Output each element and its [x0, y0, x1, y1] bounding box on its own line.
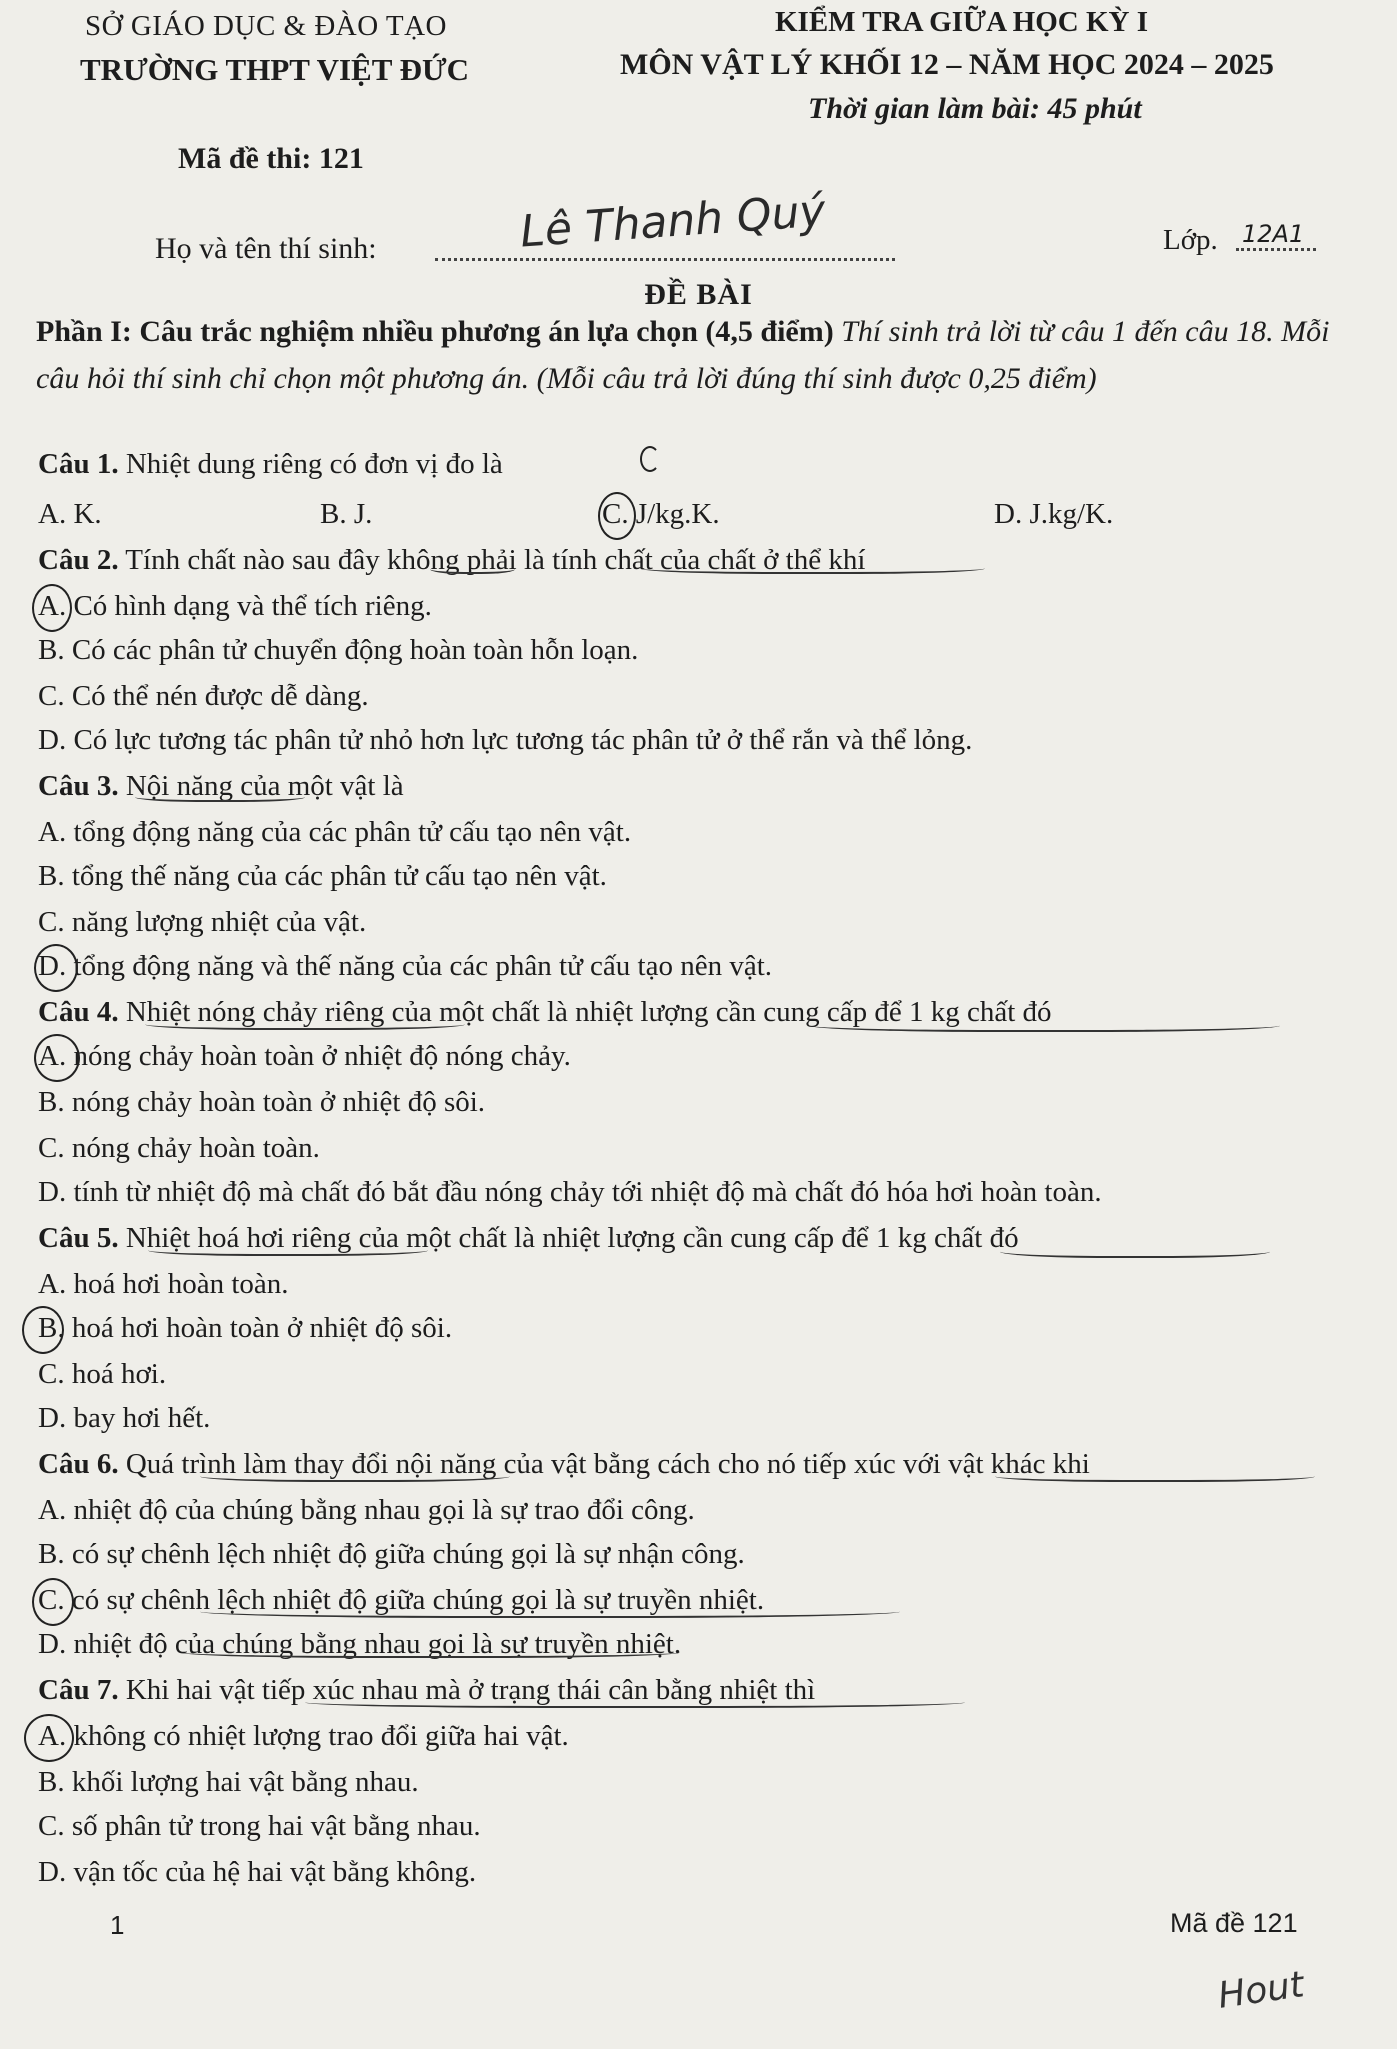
underline-q2-phrase: [640, 560, 985, 574]
part-instruction-text: Thí sinh trả lời từ câu 1 đến câu 18. Mỗi câu hỏi thí sinh chỉ chọn một phương án. (Mỗi câu trả lời đúng thí sinh được 0,25 điểm): [36, 315, 1330, 395]
answer-circle-q7: [24, 1714, 74, 1762]
q1-option-d: D. J.kg/K.: [994, 498, 1114, 530]
answer-circle-q3: [34, 944, 78, 992]
underline-q5-a: [148, 1242, 428, 1256]
q7-option-d: D. vận tốc của hệ hai vật bằng không.: [38, 1856, 477, 1888]
question-text: Quá trình làm thay đổi nội năng của vật bằng cách cho nó tiếp xúc với vật khác khi: [118, 1448, 1090, 1480]
q2-option-b: B. Có các phân tử chuyển động hoàn toàn hỗn loạn.: [38, 634, 639, 666]
q1-option-c: C. J/kg.K.: [602, 498, 720, 530]
q4-option-b: B. nóng chảy hoàn toàn ở nhiệt độ sôi.: [38, 1086, 486, 1118]
underline-q6-a: [200, 1468, 510, 1482]
question-text: Nhiệt nóng chảy riêng của một chất là nhiệt lượng cần cung cấp để 1 kg chất đó: [118, 996, 1052, 1028]
question-number: Câu 7.: [38, 1674, 119, 1706]
underline-q2-khong: [430, 562, 515, 574]
department-name: SỞ GIÁO DỤC & ĐÀO TẠO: [85, 10, 447, 42]
answer-circle-q1: [598, 492, 636, 540]
q4-option-c: C. nóng chảy hoàn toàn.: [38, 1132, 320, 1164]
footer-exam-code: Mã đề 121: [1170, 1908, 1298, 1938]
underline-q4-a: [145, 1016, 465, 1030]
answer-circle-q5: [22, 1306, 64, 1354]
q5-option-d: D. bay hơi hết.: [38, 1402, 211, 1434]
q3-option-b: B. tổng thế năng của các phân tử cấu tạo nên vật.: [38, 860, 607, 892]
q3-option-a: A. tổng động năng của các phân tử cấu tạo nên vật.: [38, 816, 632, 848]
q3-option-d: D. tổng động năng và thế năng của các phân tử cấu tạo nên vật.: [38, 950, 773, 982]
part-instructions: [36, 308, 1356, 402]
q3-option-c: C. năng lượng nhiệt của vật.: [38, 906, 367, 938]
question-number: Câu 4.: [38, 996, 119, 1028]
class-handwritten: 12A1: [1242, 220, 1305, 248]
school-name: TRƯỜNG THPT VIỆT ĐỨC: [80, 52, 470, 87]
q6-option-a: A. nhiệt độ của chúng bằng nhau gọi là sự trao đổi công.: [38, 1494, 695, 1526]
question-number: Câu 5.: [38, 1222, 119, 1254]
question-1: [38, 448, 503, 481]
q2-option-c: C. Có thể nén được dễ dàng.: [38, 680, 369, 712]
part-title: Phần I: Câu trắc nghiệm nhiều phương án lựa chọn (4,5 điểm): [36, 315, 834, 348]
margin-mark-q1: [640, 446, 660, 472]
question-text: Nội năng của một vật là: [118, 770, 404, 802]
q4-option-d: D. tính từ nhiệt độ mà chất đó bắt đầu nóng chảy tới nhiệt độ mà chất đó hóa hơi hoàn toàn.: [38, 1176, 1102, 1208]
answer-circle-q2: [32, 584, 72, 632]
q7-option-a: A. không có nhiệt lượng trao đổi giữa hai vật.: [38, 1720, 569, 1752]
underline-q6-d: [180, 1644, 680, 1658]
q6-option-d: D. nhiệt độ của chúng bằng nhau gọi là sự truyền nhiệt.: [38, 1628, 682, 1660]
handwritten-signature: Hout: [1215, 1964, 1307, 2017]
answer-circle-q4: [34, 1034, 80, 1082]
question-6: [38, 1448, 1090, 1481]
q5-option-b: B. hoá hơi hoàn toàn ở nhiệt độ sôi.: [38, 1312, 453, 1344]
underline-q7: [305, 1694, 965, 1708]
answer-circle-q6: [32, 1578, 74, 1626]
student-name-handwritten: Lê Thanh Quý: [518, 185, 828, 258]
section-heading: ĐỀ BÀI: [644, 278, 753, 311]
question-number: Câu 1.: [38, 448, 119, 480]
question-text: Nhiệt dung riêng có đơn vị đo là: [118, 448, 503, 480]
page-number: 1: [110, 1910, 125, 1940]
q2-option-d: D. Có lực tương tác phân tử nhỏ hơn lực tương tác phân tử ở thể rắn và thể lỏng.: [38, 724, 973, 756]
exam-subject: MÔN VẬT LÝ KHỐI 12 – NĂM HỌC 2024 – 2025: [620, 48, 1274, 81]
q5-option-c: C. hoá hơi.: [38, 1358, 167, 1390]
question-text: Nhiệt hoá hơi riêng của một chất là nhiệt lượng cần cung cấp để 1 kg chất đó: [118, 1222, 1019, 1254]
q5-option-a: A. hoá hơi hoàn toàn.: [38, 1268, 289, 1300]
question-number: Câu 6.: [38, 1448, 119, 1480]
q7-option-b: B. khối lượng hai vật bằng nhau.: [38, 1766, 419, 1798]
q1-option-a: A. K.: [38, 498, 102, 530]
underline-q3: [135, 790, 305, 802]
question-number: Câu 3.: [38, 770, 119, 802]
q6-option-c: C. có sự chênh lệch nhiệt độ giữa chúng gọi là sự truyền nhiệt.: [38, 1584, 765, 1616]
underline-q4-b: [810, 1016, 1280, 1032]
underline-q6-b: [995, 1468, 1315, 1482]
exam-code: Mã đề thi: 121: [178, 142, 364, 175]
underline-q5-b: [1000, 1242, 1270, 1258]
q6-option-b: B. có sự chênh lệch nhiệt độ giữa chúng gọi là sự nhận công.: [38, 1538, 745, 1570]
exam-time: Thời gian làm bài: 45 phút: [808, 92, 1142, 125]
question-text: Khi hai vật tiếp xúc nhau mà ở trạng thái cân bằng nhiệt thì: [118, 1674, 816, 1706]
q7-option-c: C. số phân tử trong hai vật bằng nhau.: [38, 1810, 481, 1842]
class-label: Lớp.: [1163, 224, 1218, 256]
student-name-label: Họ và tên thí sinh:: [155, 232, 377, 265]
question-number: Câu 2.: [38, 544, 119, 576]
exam-title: KIỂM TRA GIỮA HỌC KỲ I: [775, 6, 1149, 38]
q4-option-a: A. nóng chảy hoàn toàn ở nhiệt độ nóng chảy.: [38, 1040, 571, 1072]
question-text: Tính chất nào sau đây không phải là tính chất của chất ở thể khí: [118, 544, 866, 576]
q2-option-a: A. Có hình dạng và thể tích riêng.: [38, 590, 432, 622]
q1-option-b: B. J.: [320, 498, 373, 530]
underline-q6-c: [200, 1602, 900, 1618]
